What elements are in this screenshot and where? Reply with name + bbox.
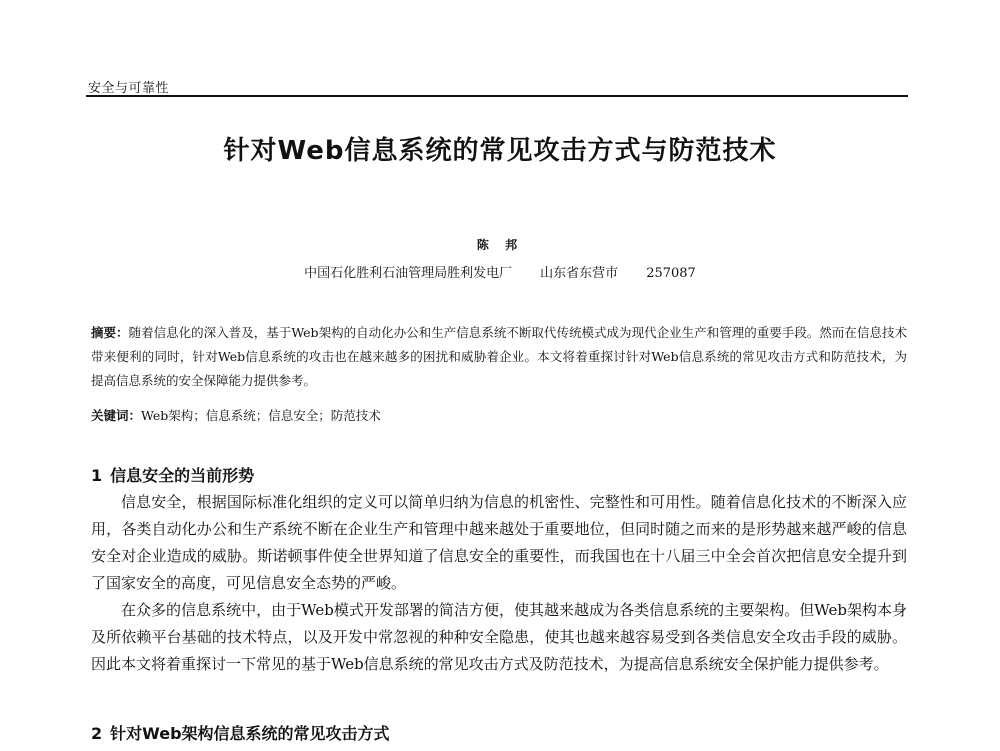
section-1-paragraph-2 [91, 597, 907, 678]
abstract [91, 321, 907, 393]
header-rule [86, 95, 908, 97]
keywords-label: 关键词： [91, 408, 142, 423]
section-2-title: 针对Web架构信息系统的常见攻击方式 [110, 724, 390, 743]
abstract-label: 摘要： [91, 325, 129, 340]
paper-title: 针对Web信息系统的常见攻击方式与防范技术 [223, 136, 777, 166]
running-head: 安全与可靠性 [88, 81, 170, 96]
section-2-heading [91, 721, 390, 744]
author-name: 陈 邦 [476, 238, 524, 252]
section-2-number: 2 [91, 724, 103, 743]
abstract-text: 随着信息化的深入普及，基于Web架构的自动化办公和生产信息系统不断取代传统模式成为现代企业生产和管理的重要手段。然而在信息技术带来便利的同时，针对Web信息系统的攻击也在越来越多的困扰和威胁着企业。本文将着重探讨针对Web信息系统的常见攻击方式和防范技术，为提高信息系统的安全保障能力提供参考。 [91, 325, 907, 388]
keywords [91, 404, 907, 428]
affiliation-location: 山东省东营市 [540, 266, 619, 281]
affiliation-postcode: 257087 [646, 266, 696, 281]
section-1-title: 信息安全的当前形势 [110, 466, 255, 485]
paragraph-text: 信息安全，根据国际标准化组织的定义可以简单归纳为信息的机密性、完整性和可用性。随着信息化技术的不断深入应用，各类自动化办公和生产系统不断在企业生产和管理中越来越处于重要地位，但同时随之而来的是形势越来越严峻的信息安全对企业造成的威胁。斯诺顿事件使全世界知道了信息安全的重要性，而我国也在十八届三中全会首次把信息安全提升到了国家安全的高度，可见信息安全态势的严峻。 [91, 493, 907, 592]
section-1-paragraph-1 [91, 489, 907, 597]
paragraph-text: 在众多的信息系统中，由于Web模式开发部署的简洁方便，使其越来越成为各类信息系统的主要架构。但Web架构本身及所依赖平台基础的技术特点，以及开发中常忽视的种种安全隐患，使其也越来越容易受到各类信息安全攻击手段的威胁。因此本文将着重探讨一下常见的基于Web信息系统的常见攻击方式及防范技术，为提高信息系统安全保护能力提供参考。 [91, 601, 907, 673]
affiliation [0, 262, 1000, 281]
section-1-number: 1 [91, 466, 103, 485]
keywords-text: Web架构；信息系统；信息安全；防范技术 [141, 408, 381, 423]
section-1-heading [91, 463, 254, 486]
affiliation-org: 中国石化胜利石油管理局胜利发电厂 [304, 266, 513, 281]
